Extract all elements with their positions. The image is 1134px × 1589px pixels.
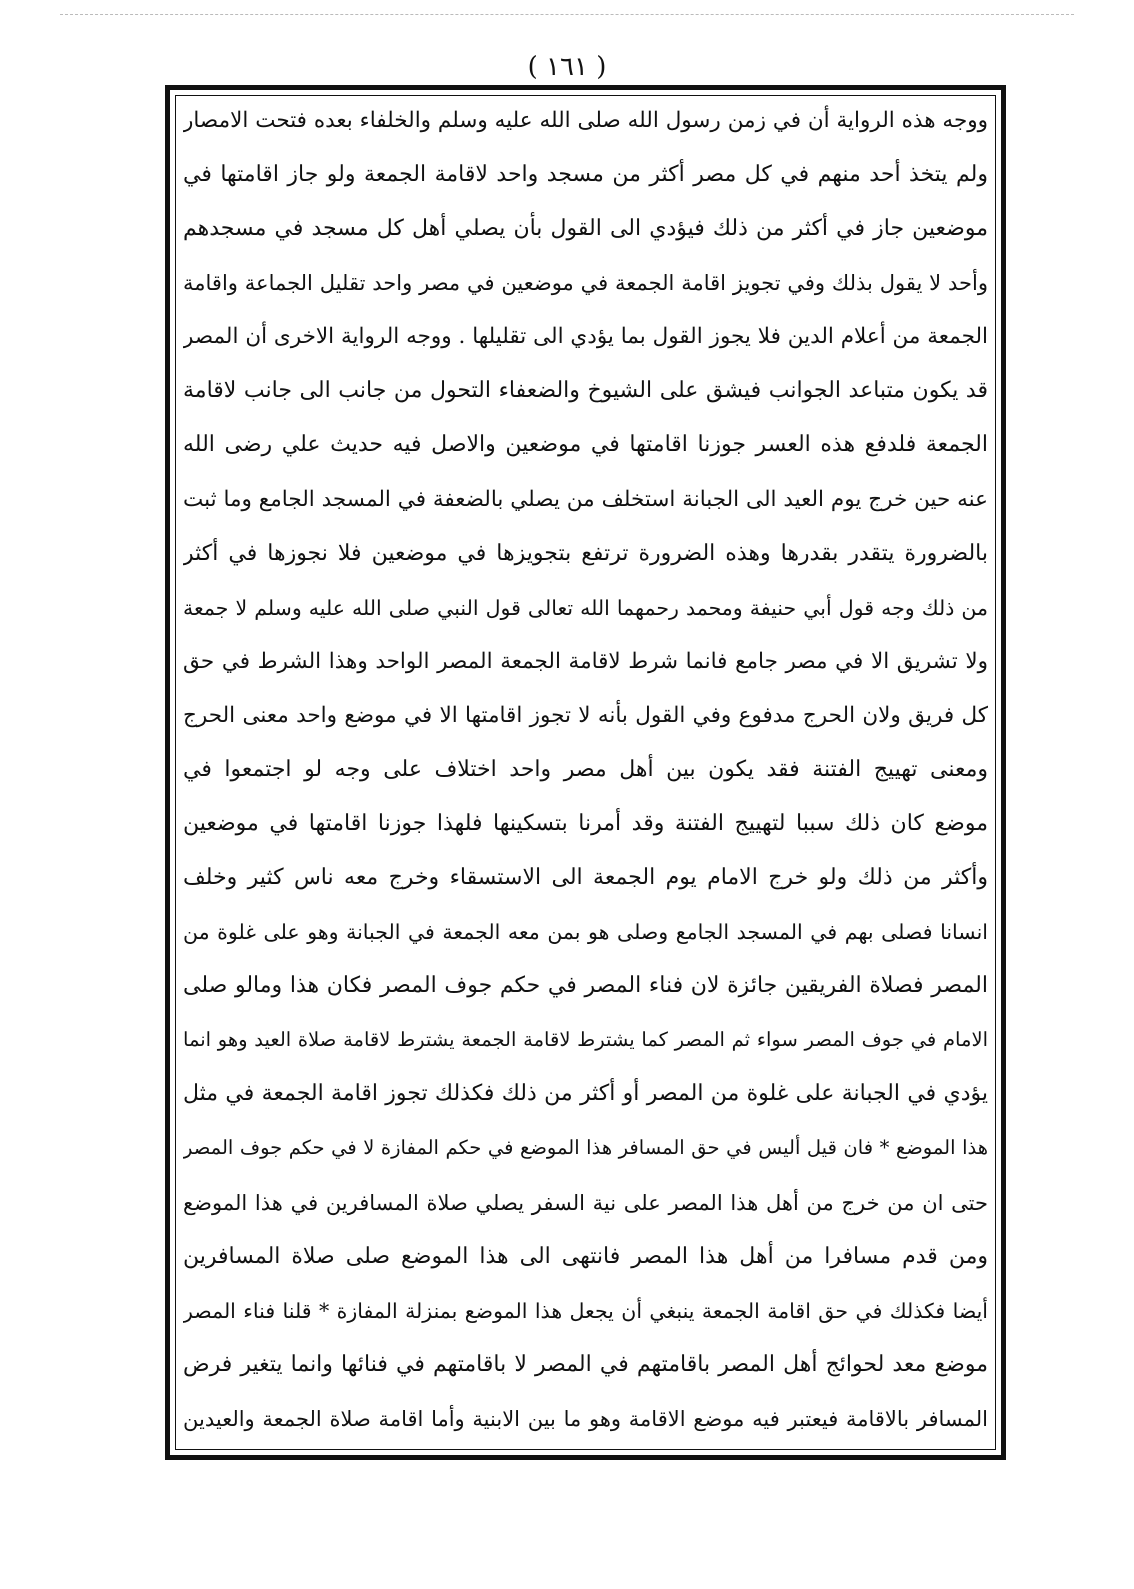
text-line: موضعين جاز في أكثر من ذلك فيؤدي الى القول بأن يصلي أهل كل مسجد في مسجدهم [183, 216, 988, 242]
text-line: وأحد لا يقول بذلك وفي تجويز اقامة الجمعة في موضعين في مصر واحد تقليل الجماعة واقامة [183, 271, 988, 296]
text-line: ولا تشريق الا في مصر جامع فانما شرط لاقامة الجمعة المصر الواحد وهذا الشرط في حق [183, 648, 988, 674]
text-line: الجمعة فلدفع هذه العسر جوزنا اقامتها في موضعين والاصل فيه حديث علي رضى الله [183, 432, 988, 458]
text-line: هذا الموضع * فان قيل أليس في حق المسافر هذا الموضع في حكم المفازة لا في حكم جوف المصر [183, 1136, 988, 1160]
text-line: الامام في جوف المصر سواء ثم المصر كما يشترط لاقامة الجمعة يشترط لاقامة صلاة العيد وهو انما [183, 1028, 988, 1052]
text-line: أيضا فكذلك في حق اقامة الجمعة ينبغي أن يجعل هذا الموضع بمنزلة المفازة * قلنا فناء المصر [183, 1298, 988, 1323]
text-line: عنه حين خرج يوم العيد الى الجبانة استخلف من يصلي بالضعفة في المسجد الجامع وما ثبت [183, 486, 988, 512]
text-line: ولم يتخذ أحد منهم في كل مصر أكثر من مسجد واحد لاقامة الجمعة ولو جاز اقامتها في [183, 162, 988, 188]
text-line: بالضرورة يتقدر بقدرها وهذه الضرورة ترتفع بتجويزها في موضعين فلا نجوزها في أكثر [183, 540, 988, 566]
top-rule [60, 14, 1074, 15]
text-line: قد يكون متباعد الجوانب فيشق على الشيوخ والضعفاء التحول من جانب الى جانب لاقامة [183, 378, 988, 404]
text-line: المصر فصلاة الفريقين جائزة لان فناء المصر في حكم جوف المصر فكان هذا ومالو صلى [183, 973, 988, 999]
text-line: ومعنى تهييج الفتنة فقد يكون بين أهل مصر واحد اختلاف على وجه لو اجتمعوا في [183, 756, 988, 782]
text-line: الجمعة من أعلام الدين فلا يجوز القول بما يؤدي الى تقليلها . ووجه الرواية الاخرى أن المصر [183, 324, 988, 350]
text-line: انسانا فصلى بهم في المسجد الجامع وصلى هو بمن معه الجمعة في الجبانة وهو على غلوة من [183, 920, 988, 945]
page-number: ( ١٦١ ) [527, 52, 607, 82]
text-line: ووجه هذه الرواية أن في زمن رسول الله صلى الله عليه وسلم والخلفاء بعده فتحت الامصار [183, 108, 988, 133]
text-line: المسافر بالاقامة فيعتبر فيه موضع الاقامة وهو ما بين الابنية وأما اقامة صلاة الجمعة والعيدين [183, 1406, 988, 1431]
text-line: يؤدي في الجبانة على غلوة من المصر أو أكثر من ذلك فكذلك تجوز اقامة الجمعة في مثل [183, 1081, 988, 1107]
text-line: وأكثر من ذلك ولو خرج الامام يوم الجمعة الى الاستسقاء وخرج معه ناس كثير وخلف [183, 865, 988, 891]
text-line: كل فريق ولان الحرج مدفوع وفي القول بأنه لا تجوز اقامتها الا في موضع واحد معنى الحرج [183, 702, 988, 728]
text-line: حتى ان من خرج من أهل هذا المصر على نية السفر يصلي صلاة المسافرين في هذا الموضع [183, 1190, 988, 1215]
text-line: من ذلك وجه قول أبي حنيفة ومحمد رحمهما الله تعالى قول النبي صلى الله عليه وسلم لا جمعة [183, 595, 988, 620]
text-line: موضع كان ذلك سببا لتهييج الفتنة وقد أمرنا بتسكينها فلهذا جوزنا اقامتها في موضعين [183, 811, 988, 837]
text-line: موضع معد لحوائج أهل المصر باقامتهم في المصر لا باقامتهم في فنائها وانما يتغير فرض [183, 1351, 988, 1377]
body-text [183, 100, 988, 1440]
text-line: ومن قدم مسافرا من أهل هذا المصر فانتهى الى هذا الموضع صلى صلاة المسافرين [183, 1243, 988, 1269]
